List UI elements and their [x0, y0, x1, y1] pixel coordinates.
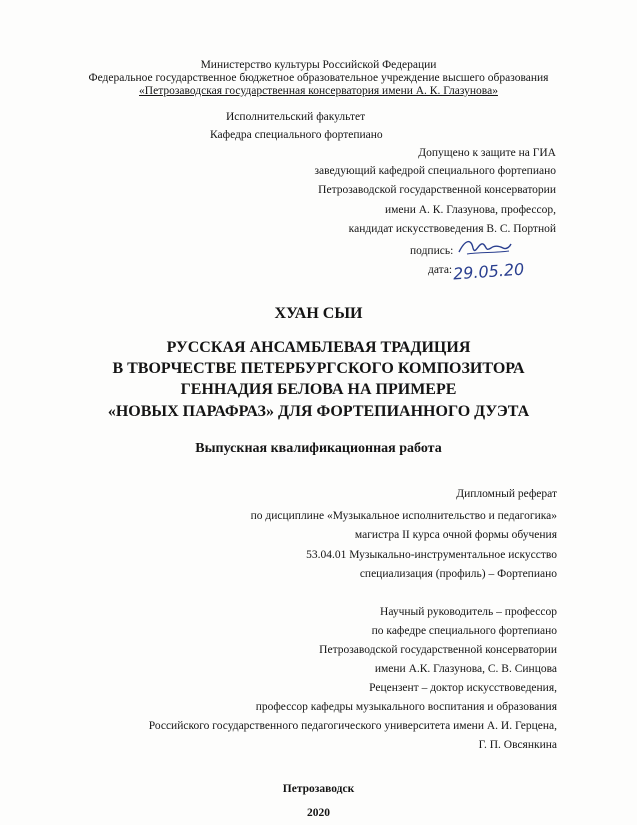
faculty-line: Исполнительский факультет — [226, 111, 366, 123]
supervisor-line-4: имени А.К. Глазунова, С. В. Синцова — [374, 663, 557, 675]
work-info-line-2: по дисциплине «Музыкальное исполнительство и педагогика» — [250, 510, 557, 522]
work-type: Выпускная квалификационная работа — [195, 441, 442, 456]
approval-line-4: имени А. К. Глазунова, профессор, — [385, 204, 556, 216]
approval-line-1: Допущено к защите на ГИА — [418, 147, 556, 159]
signature-mark — [455, 234, 513, 260]
reviewer-line-1: Рецензент – доктор искусствоведения, — [369, 682, 557, 694]
department-line: Кафедра специального фортепиано — [210, 129, 383, 141]
title-line-4: «НОВЫХ ПАРАФРАЗ» ДЛЯ ФОРТЕПИАННОГО ДУЭТА — [107, 403, 530, 420]
approval-line-3: Петрозаводской государственной консерватории — [318, 184, 556, 196]
supervisor-line-3: Петрозаводской государственной консерватории — [319, 644, 557, 656]
title-line-2: В ТВОРЧЕСТВЕ ПЕТЕРБУРГСКОГО КОМПОЗИТОРА — [112, 360, 525, 377]
institution-name-line: «Петрозаводская государственная консерватория имени А. К. Глазунова» — [139, 85, 498, 97]
date-value: 29.05.20 — [452, 259, 525, 284]
approval-line-2: заведующий кафедрой специального фортепиано — [314, 165, 556, 177]
approval-line-5: кандидат искусствоведения В. С. Портной — [348, 223, 556, 235]
work-info-line-3: магистра II курса очной формы обучения — [354, 529, 557, 541]
footer-year: 2020 — [307, 807, 330, 819]
supervisor-line-1: Научный руководитель – профессор — [380, 606, 557, 618]
date-label: дата: — [428, 264, 453, 276]
reviewer-line-3: Российского государственного педагогического университета имени А. И. Герцена, — [148, 720, 557, 732]
institution-type-line: Федеральное государственное бюджетное образовательное учреждение высшего образования — [88, 72, 549, 84]
reviewer-line-4: Г. П. Овсянкина — [478, 739, 557, 751]
work-info-line-5: специализация (профиль) – Фортепиано — [359, 568, 557, 580]
reviewer-line-2: профессор кафедры музыкального воспитания и образования — [255, 701, 557, 713]
signature-label: подпись: — [410, 245, 454, 257]
title-line-1: РУССКАЯ АНСАМБЛЕВАЯ ТРАДИЦИЯ — [166, 339, 471, 356]
work-info-line-1: Дипломный реферат — [456, 488, 557, 500]
ministry-line: Министерство культуры Российской Федерации — [200, 59, 437, 71]
title-line-3: ГЕННАДИЯ БЕЛОВА НА ПРИМЕРЕ — [180, 381, 457, 398]
author-name: ХУАН СЫИ — [274, 305, 363, 322]
supervisor-line-2: по кафедре специального фортепиано — [371, 625, 557, 637]
footer-city: Петрозаводск — [282, 783, 355, 795]
work-info-line-4: 53.04.01 Музыкально-инструментальное искусство — [306, 549, 557, 561]
